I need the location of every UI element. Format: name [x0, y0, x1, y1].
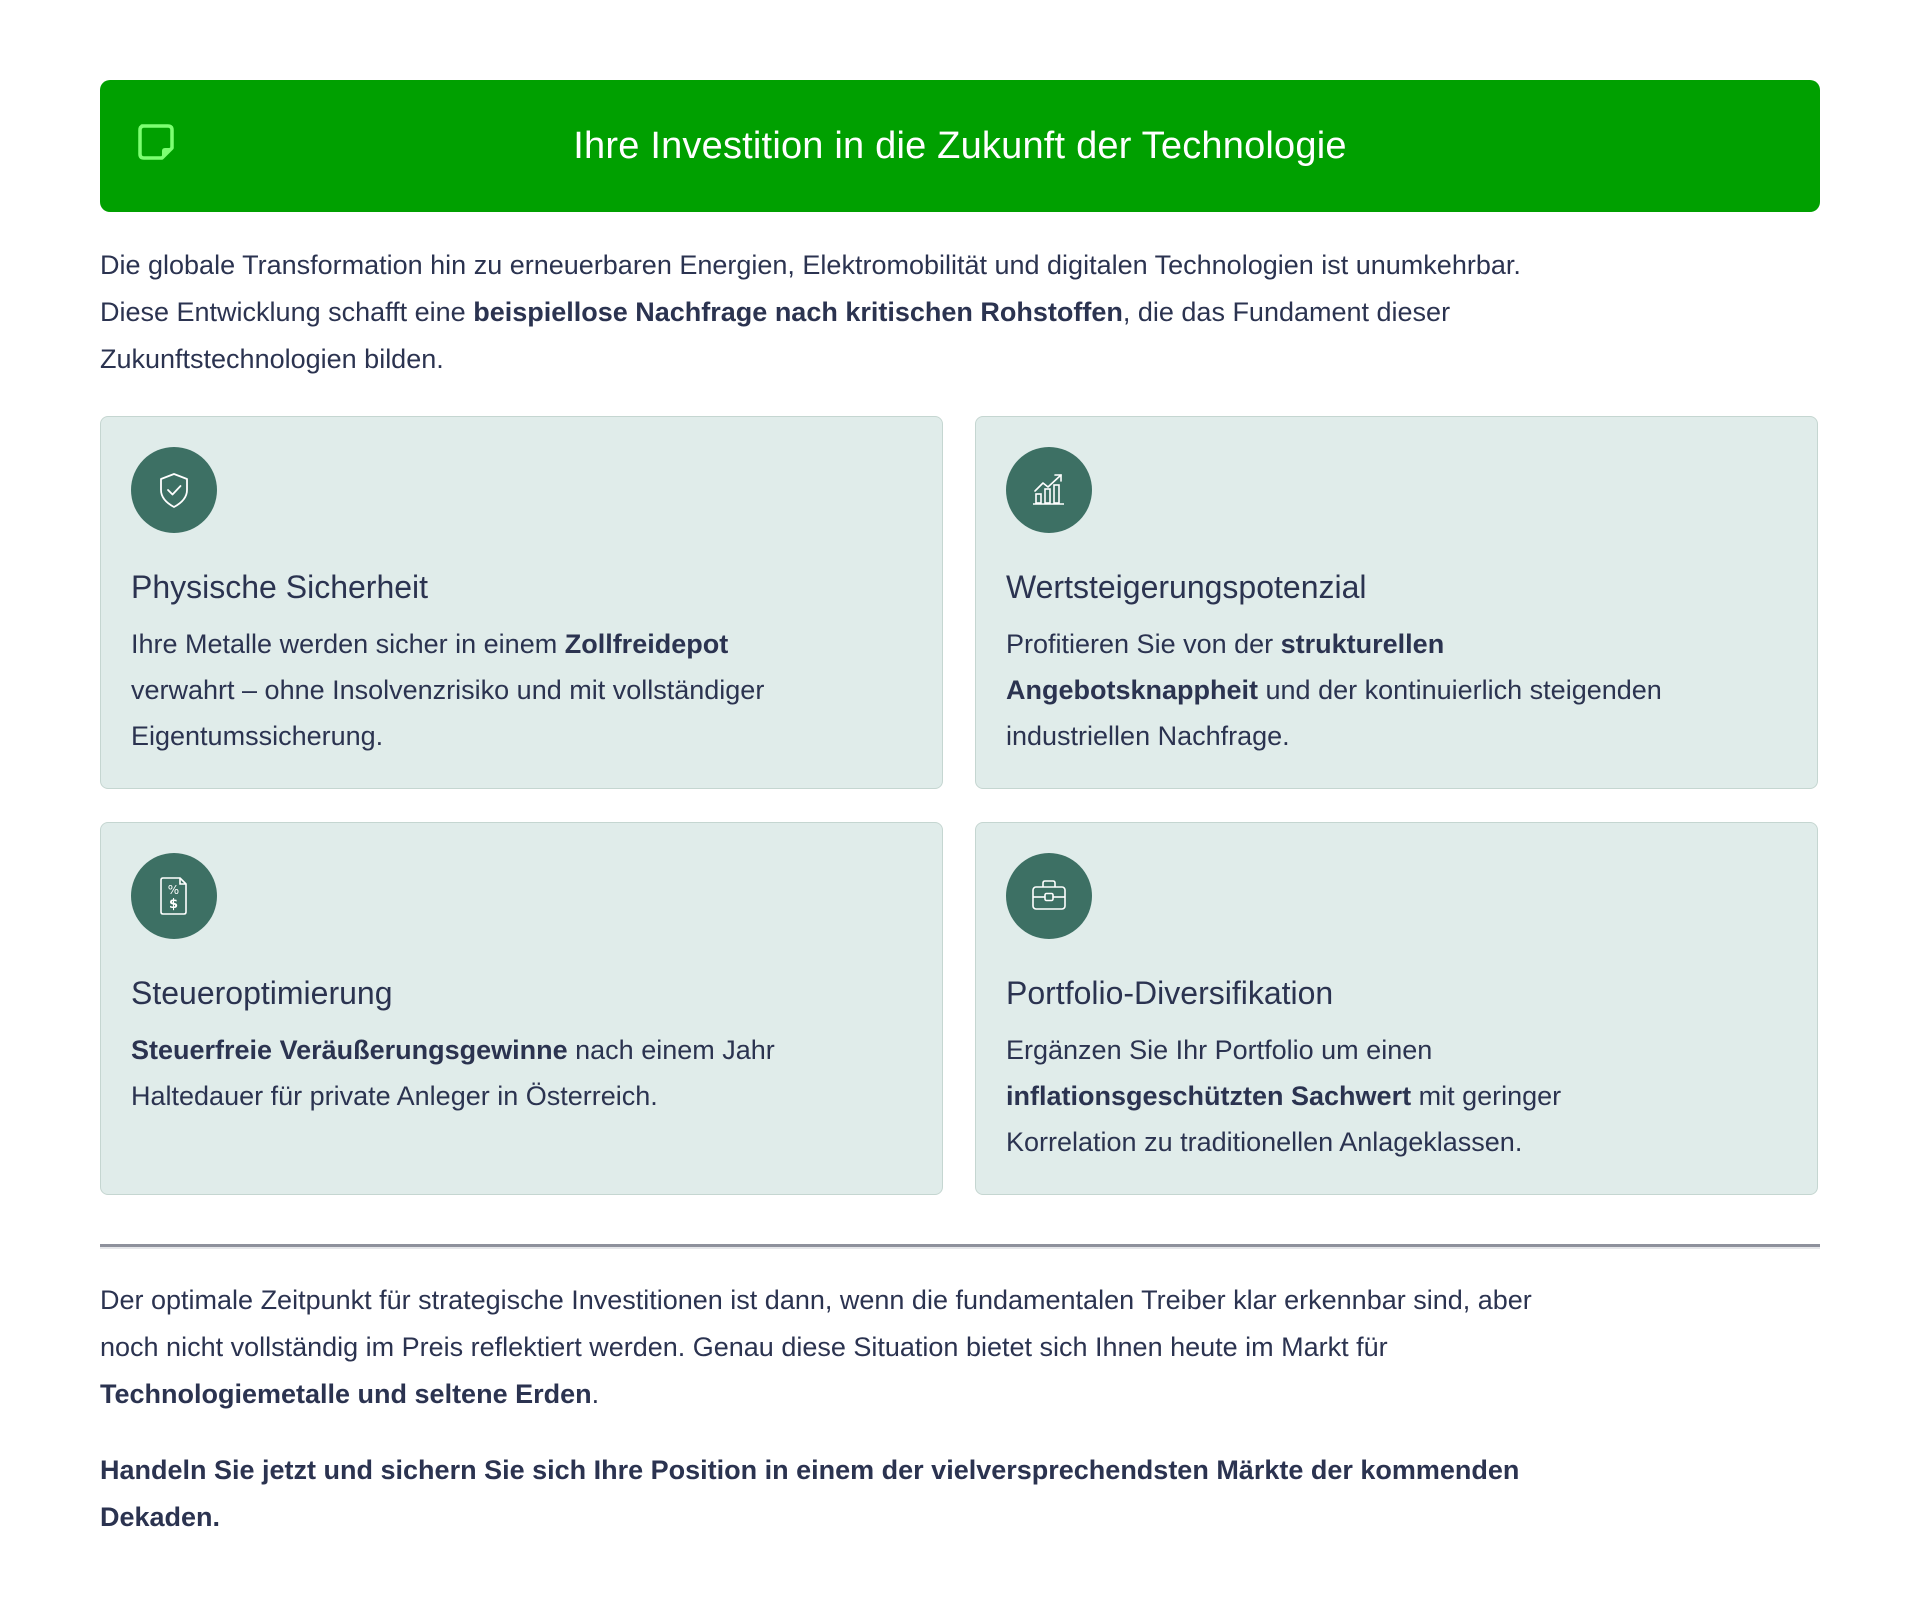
- intro-text: , die das Fundament dieser: [1122, 297, 1451, 327]
- card-line: [1006, 1073, 1806, 1119]
- card-emphasis: Zollfreidepot: [564, 629, 729, 659]
- card-line: verwahrt – ohne Insolvenzrisiko und mit vollständiger: [131, 675, 765, 705]
- card-body: [1006, 1027, 1806, 1165]
- card-text: mit geringer: [1411, 1081, 1562, 1111]
- card-line: Korrelation zu traditionellen Anlageklassen.: [1006, 1127, 1523, 1157]
- feature-card-tax-optimization: [100, 822, 943, 1195]
- page-title: Ihre Investition in die Zukunft der Technologie: [573, 125, 1347, 167]
- card-text: nach einem Jahr: [567, 1035, 775, 1065]
- card-title: Steueroptimierung: [131, 975, 393, 1011]
- card-line: [131, 621, 931, 667]
- icon-circle: [1006, 447, 1092, 533]
- intro-paragraph: [100, 242, 1840, 383]
- icon-circle: [131, 447, 217, 533]
- intro-line: Die globale Transformation hin zu erneuerbaren Energien, Elektromobilität und digitalen Technologien ist unumkehrbar.: [100, 250, 1521, 280]
- closing-emphasis: Technologiemetalle und seltene Erden: [100, 1379, 592, 1409]
- card-emphasis: inflationsgeschützten Sachwert: [1006, 1081, 1412, 1111]
- feature-card-portfolio-diversification: [975, 822, 1818, 1195]
- card-text: Profitieren Sie von der: [1006, 629, 1281, 659]
- card-line: Eigentumssicherung.: [131, 721, 384, 751]
- card-title: Wertsteigerungspotenzial: [1006, 569, 1367, 605]
- feature-card-value-growth: [975, 416, 1818, 789]
- svg-text:%: %: [167, 883, 180, 897]
- closing-line: [100, 1371, 1840, 1418]
- icon-circle: [1006, 853, 1092, 939]
- header-banner: [100, 80, 1820, 212]
- card-line: [131, 1027, 931, 1073]
- card-emphasis: Angebotsknappheit: [1006, 675, 1259, 705]
- card-text: Ihre Metalle werden sicher in einem: [131, 629, 565, 659]
- section-divider: [100, 1244, 1820, 1249]
- cta-line: Dekaden.: [100, 1502, 221, 1532]
- shield-check-icon: [154, 470, 194, 510]
- svg-text:$: $: [168, 897, 179, 912]
- card-text: und der kontinuierlich steigenden: [1258, 675, 1662, 705]
- card-line: Ergänzen Sie Ihr Portfolio um einen: [1006, 1035, 1433, 1065]
- closing-line: Der optimale Zeitpunkt für strategische Investitionen ist dann, wenn die fundamentalen Treiber klar erkennbar sind, aber: [100, 1285, 1532, 1315]
- card-line: [1006, 667, 1806, 713]
- card-title: Physische Sicherheit: [131, 569, 429, 605]
- call-to-action: [100, 1447, 1840, 1541]
- card-body: [131, 1027, 931, 1119]
- card-emphasis: strukturellen: [1280, 629, 1445, 659]
- tax-document-icon: [154, 874, 194, 918]
- feature-card-physical-security: [100, 416, 943, 789]
- intro-line: [100, 289, 1840, 336]
- card-line: [1006, 621, 1806, 667]
- briefcase-icon: [1028, 875, 1070, 917]
- intro-line: Zukunftstechnologien bilden.: [100, 344, 444, 374]
- card-body: [131, 621, 931, 759]
- card-emphasis: Steuerfreie Veräußerungsgewinne: [131, 1035, 568, 1065]
- closing-text: .: [591, 1379, 600, 1409]
- intro-emphasis: beispiellose Nachfrage nach kritischen Rohstoffen: [473, 297, 1123, 327]
- closing-paragraph: [100, 1277, 1840, 1418]
- intro-text: Diese Entwicklung schafft eine: [100, 297, 474, 327]
- card-line: industriellen Nachfrage.: [1006, 721, 1290, 751]
- cta-line: Handeln Sie jetzt und sichern Sie sich Ihre Position in einem der vielversprechendsten Märkte der kommenden: [100, 1455, 1520, 1485]
- closing-line: noch nicht vollständig im Preis reflektiert werden. Genau diese Situation bietet sich Ihnen heute im Markt für: [100, 1332, 1388, 1362]
- icon-circle: [131, 853, 217, 939]
- growth-chart-icon: [1028, 469, 1070, 511]
- card-body: [1006, 621, 1806, 759]
- card-title: Portfolio-Diversifikation: [1006, 975, 1334, 1011]
- card-line: Haltedauer für private Anleger in Österreich.: [131, 1081, 658, 1111]
